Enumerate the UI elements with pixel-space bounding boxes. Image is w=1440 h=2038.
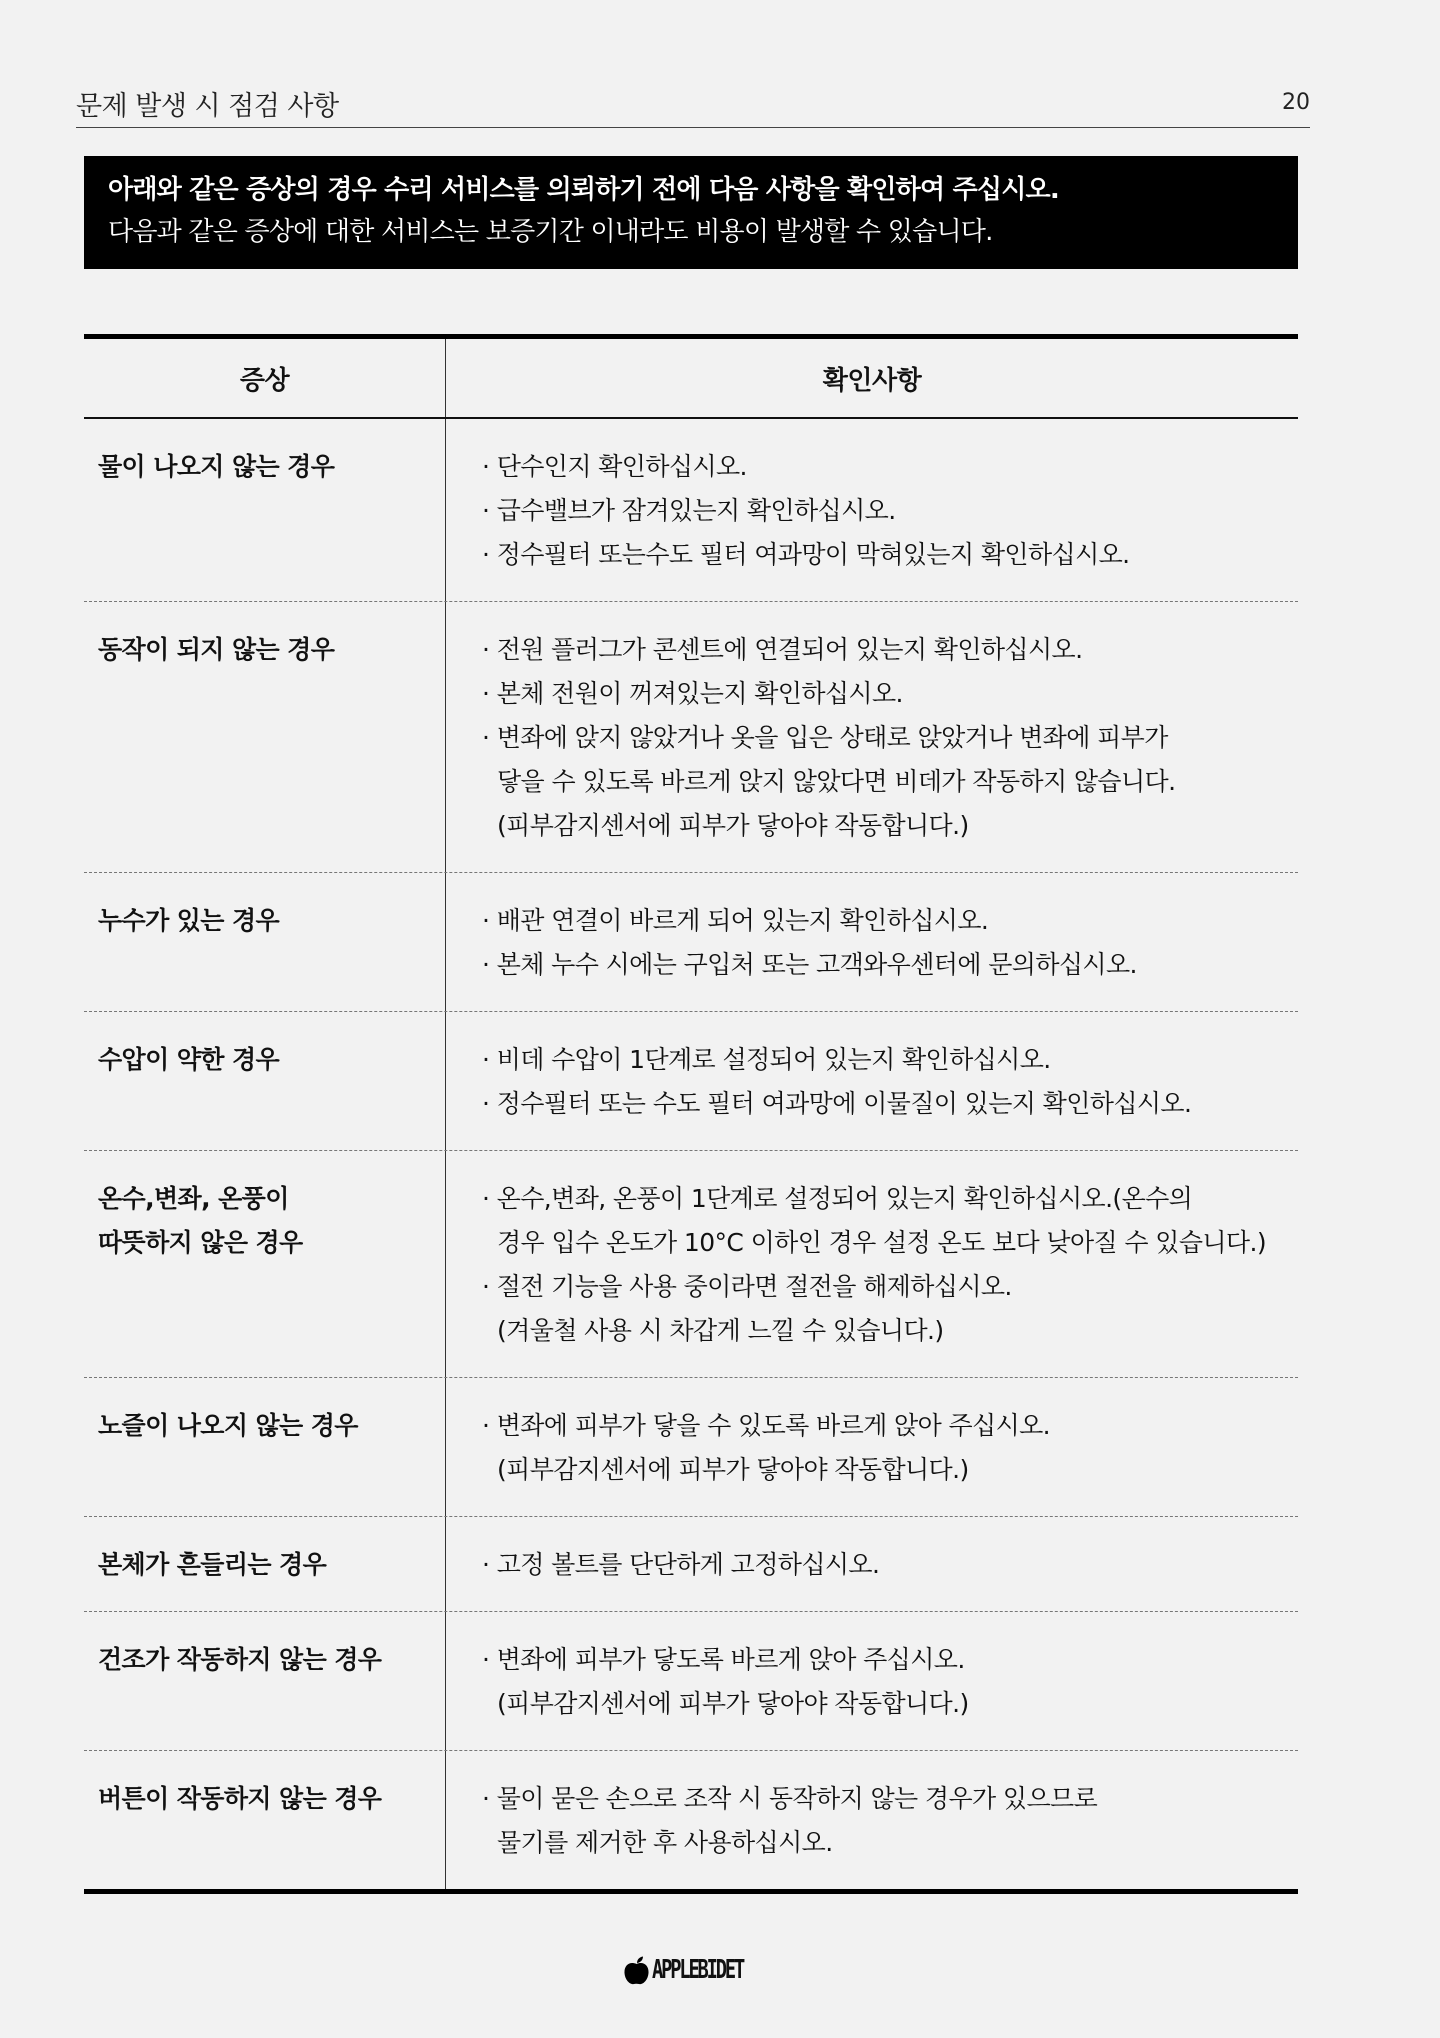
table-row <box>84 1612 1298 1751</box>
check-item: · 배관 연결이 바르게 되어 있는지 확인하십시오. <box>482 906 989 935</box>
check-cell <box>446 419 1298 601</box>
table-row <box>84 419 1298 602</box>
check-item: · 변좌에 피부가 닿도록 바르게 앉아 주십시오. <box>482 1645 965 1674</box>
table-row <box>84 1378 1298 1517</box>
symptom-text: 동작이 되지 않는 경우 <box>98 635 335 664</box>
notice-bold-line: 아래와 같은 증상의 경우 수리 서비스를 의뢰하기 전에 다음 사항을 확인하여 주십시오. <box>108 175 1059 205</box>
check-item: · 정수필터 또는 수도 필터 여과망에 이물질이 있는지 확인하십시오. <box>482 1089 1192 1118</box>
check-column-header: 확인사항 <box>822 365 922 396</box>
check-item: · 본체 누수 시에는 구입처 또는 고객와우센터에 문의하십시오. <box>482 950 1137 979</box>
symptom-text: 수압이 약한 경우 <box>98 1045 280 1074</box>
check-item: · 본체 전원이 꺼져있는지 확인하십시오. <box>482 679 903 708</box>
symptom-text: 온수,변좌, 온풍이 <box>98 1184 289 1213</box>
check-item: · 물이 묻은 손으로 조작 시 동작하지 않는 경우가 있으므로 <box>482 1784 1098 1813</box>
check-item: · 정수필터 또는수도 필터 여과망이 막혀있는지 확인하십시오. <box>482 540 1130 569</box>
symptom-text: 노즐이 나오지 않는 경우 <box>98 1411 358 1440</box>
apple-logo-icon <box>624 1956 649 1985</box>
notice-line: 다음과 같은 증상에 대한 서비스는 보증기간 이내라도 비용이 발생할 수 있습니다. <box>108 217 993 247</box>
check-cell <box>446 602 1298 872</box>
check-item: 물기를 제거한 후 사용하십시오. <box>497 1828 833 1857</box>
symptom-cell <box>84 1751 446 1889</box>
check-item: (피부감지센서에 피부가 닿아야 작동합니다.) <box>497 1455 969 1484</box>
symptom-column-header: 증상 <box>84 339 446 417</box>
symptom-text: 건조가 작동하지 않는 경우 <box>98 1645 382 1674</box>
check-cell <box>446 1517 1298 1611</box>
check-cell <box>446 1151 1298 1377</box>
page-title: 문제 발생 시 점검 사항 <box>76 91 339 122</box>
symptom-cell <box>84 1151 446 1377</box>
symptom-text: 버튼이 작동하지 않는 경우 <box>98 1784 382 1813</box>
symptom-cell <box>84 602 446 872</box>
symptom-cell <box>84 419 446 601</box>
symptom-text: 누수가 있는 경우 <box>98 906 280 935</box>
symptom-cell <box>84 1378 446 1516</box>
troubleshooting-table <box>84 334 1298 1894</box>
symptom-cell <box>84 1517 446 1611</box>
check-item: · 변좌에 앉지 않았거나 옷을 입은 상태로 앉았거나 변좌에 피부가 <box>482 723 1168 752</box>
table-row <box>84 602 1298 873</box>
check-item: · 단수인지 확인하십시오. <box>482 452 747 481</box>
symptom-cell <box>84 1012 446 1150</box>
check-cell <box>446 873 1298 1011</box>
check-item: · 고정 볼트를 단단하게 고정하십시오. <box>482 1550 880 1579</box>
page-number: 20 <box>1282 90 1310 115</box>
check-item: · 비데 수압이 1단계로 설정되어 있는지 확인하십시오. <box>482 1045 1051 1074</box>
check-item: (피부감지센서에 피부가 닿아야 작동합니다.) <box>497 811 969 840</box>
check-cell <box>446 1751 1298 1889</box>
table-body <box>84 419 1298 1889</box>
check-item: · 전원 플러그가 콘센트에 연결되어 있는지 확인하십시오. <box>482 635 1083 664</box>
symptom-cell <box>84 873 446 1011</box>
symptom-text: 물이 나오지 않는 경우 <box>98 452 335 481</box>
symptom-text: 본체가 흔들리는 경우 <box>98 1550 327 1579</box>
brand-logo <box>624 1952 779 1988</box>
symptom-text: 따뜻하지 않은 경우 <box>98 1228 303 1257</box>
check-item: · 온수,변좌, 온풍이 1단계로 설정되어 있는지 확인하십시오.(온수의 <box>482 1184 1193 1213</box>
page-header <box>76 80 1310 128</box>
check-item: 경우 입수 온도가 10°C 이하인 경우 설정 온도 보다 낮아질 수 있습니다.) <box>497 1228 1266 1257</box>
check-cell <box>446 1612 1298 1750</box>
check-cell <box>446 1012 1298 1150</box>
brand-name: APPLEBIDET <box>652 1955 744 1985</box>
table-row <box>84 873 1298 1012</box>
check-item: (피부감지센서에 피부가 닿아야 작동합니다.) <box>497 1689 969 1718</box>
check-item: (겨울철 사용 시 차갑게 느낄 수 있습니다.) <box>497 1316 944 1345</box>
check-item: · 급수밸브가 잠겨있는지 확인하십시오. <box>482 496 896 525</box>
table-row <box>84 1751 1298 1889</box>
notice-box <box>84 156 1298 269</box>
table-row <box>84 1012 1298 1151</box>
table-row <box>84 1517 1298 1612</box>
check-cell <box>446 1378 1298 1516</box>
check-item: 닿을 수 있도록 바르게 앉지 않았다면 비데가 작동하지 않습니다. <box>497 767 1176 796</box>
table-row <box>84 1151 1298 1378</box>
check-item: · 절전 기능을 사용 중이라면 절전을 해제하십시오. <box>482 1272 1012 1301</box>
symptom-cell <box>84 1612 446 1750</box>
table-header <box>84 339 1298 419</box>
check-item: · 변좌에 피부가 닿을 수 있도록 바르게 앉아 주십시오. <box>482 1411 1051 1440</box>
